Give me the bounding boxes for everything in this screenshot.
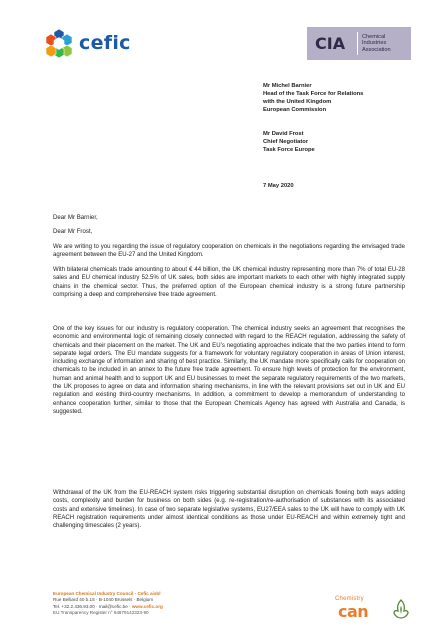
cia-logo — [307, 27, 411, 60]
cia-name-line: Association — [362, 46, 391, 53]
chemistry-logo-bottom: can — [338, 602, 369, 621]
footer-address: Rue Belliard 40 b.15 · B-1040 Brussels · Belgium — [53, 597, 154, 603]
salutation-frost: Dear Mr Frost, — [53, 228, 93, 235]
letter-footer — [53, 591, 163, 616]
salutation-barnier: Dear Mr Barnier, — [53, 214, 98, 221]
body-paragraph: We are writing to you regarding the issue of regulatory cooperation on chemicals in the negotiations regarding the envisaged trade agreement between the EU-27 and the United Kingdom. — [53, 244, 405, 259]
recipient-barnier — [263, 82, 363, 114]
address-line: European Commission — [263, 107, 327, 114]
address-line: Mr David Frost — [263, 131, 304, 137]
cefic-logo — [42, 26, 131, 60]
cia-name-line: Industries — [362, 40, 387, 47]
cia-name-line: Chemical — [362, 33, 386, 40]
address-line: with the United Kingdom — [263, 99, 332, 106]
address-line: Task Force Europe — [263, 147, 315, 154]
cia-divider — [357, 32, 358, 55]
address-line: Chief Negotiator — [263, 139, 309, 146]
cia-full-name — [362, 34, 391, 54]
footer-website-link[interactable]: www.cefic.org — [131, 603, 163, 609]
address-line: Head of the Task Force for Relations — [263, 91, 364, 98]
responsible-care-icon — [392, 598, 410, 620]
footer-transparency-register: EU Transparency Register n° 64879142323-90 — [53, 609, 149, 615]
letter-date: 7 May 2020 — [263, 183, 294, 189]
cefic-hexagon-icon — [42, 26, 76, 60]
chemistry-can-logo — [335, 596, 385, 622]
body-paragraph: With bilateral chemicals trade amounting to about € 44 billion, the UK chemical industry representing more than 7% of total EU-28 sales and EU chemical industry 52.5% of UK sales, both sides are important markets to each other with highly integrated supply chains in the chemical sector. Thus, the preferred option of the European chemical industry is a strong future partnership comprising a deep and comprehensive free trade agreement. — [53, 267, 405, 298]
footer-contact — [53, 604, 163, 610]
recipient-frost — [263, 130, 315, 154]
body-paragraph: One of the key issues for our industry is regulatory cooperation. The chemical industry seeks an agreement that recognises the economic and environmental logic of remaining closely connected with regard to the REACH regulation, addressing the safety of chemicals and their placement on the market. The UK and EU’s negotiating approaches indicate that the two parties intend to form separate legal orders. The EU mandate suggests for a framework for voluntary regulatory cooperation in areas of Union interest, including exchange of information and sharing of best practice. Similarly, the UK mandate more specifically calls for cooperation on chemicals to be included in an annex to the future free trade agreement. To ensure high levels of protection for the environment, human and animal health and to support UK and EU businesses to meet the separate regulatory requirements of the two markets, the UK proposes to agree on data and information sharing mechanisms, in line with the relevant provisions set out in UK and EU regulation and existing third-country mechanisms. In addition, a commitment to develop a memorandum of understanding to enhance cooperation further, similar to those that the European Chemicals Agency has agreed with Australia and Canada, is suggested. — [53, 326, 405, 415]
chemistry-logo-top: Chemistry — [335, 596, 364, 602]
address-line: Mr Michel Barnier — [263, 83, 312, 89]
cefic-wordmark: cefic — [79, 32, 131, 54]
cia-abbreviation: CIA — [315, 34, 346, 53]
footer-organisation: European Chemical Industry Council - Cefic aisbl — [53, 591, 161, 596]
footer-contact-details: Tel. +32.2.436.93.00 · mail@cefic.be · — [53, 603, 132, 609]
body-paragraph: Withdrawal of the UK from the EU-REACH system risks triggering substantial disruption on chemicals flowing both ways adding costs, complexity and burden for business on both sides (e.g. re-registration/re-authorisation of substances with its associated costs and extensive timelines). In case of two separate legislative systems, EU27/EEA sales to the UK will have to comply with UK REACH registration requirements under almost identical conditions as those under EU-REACH and within extremely tight and challenging timescales (2 years). — [53, 490, 405, 530]
